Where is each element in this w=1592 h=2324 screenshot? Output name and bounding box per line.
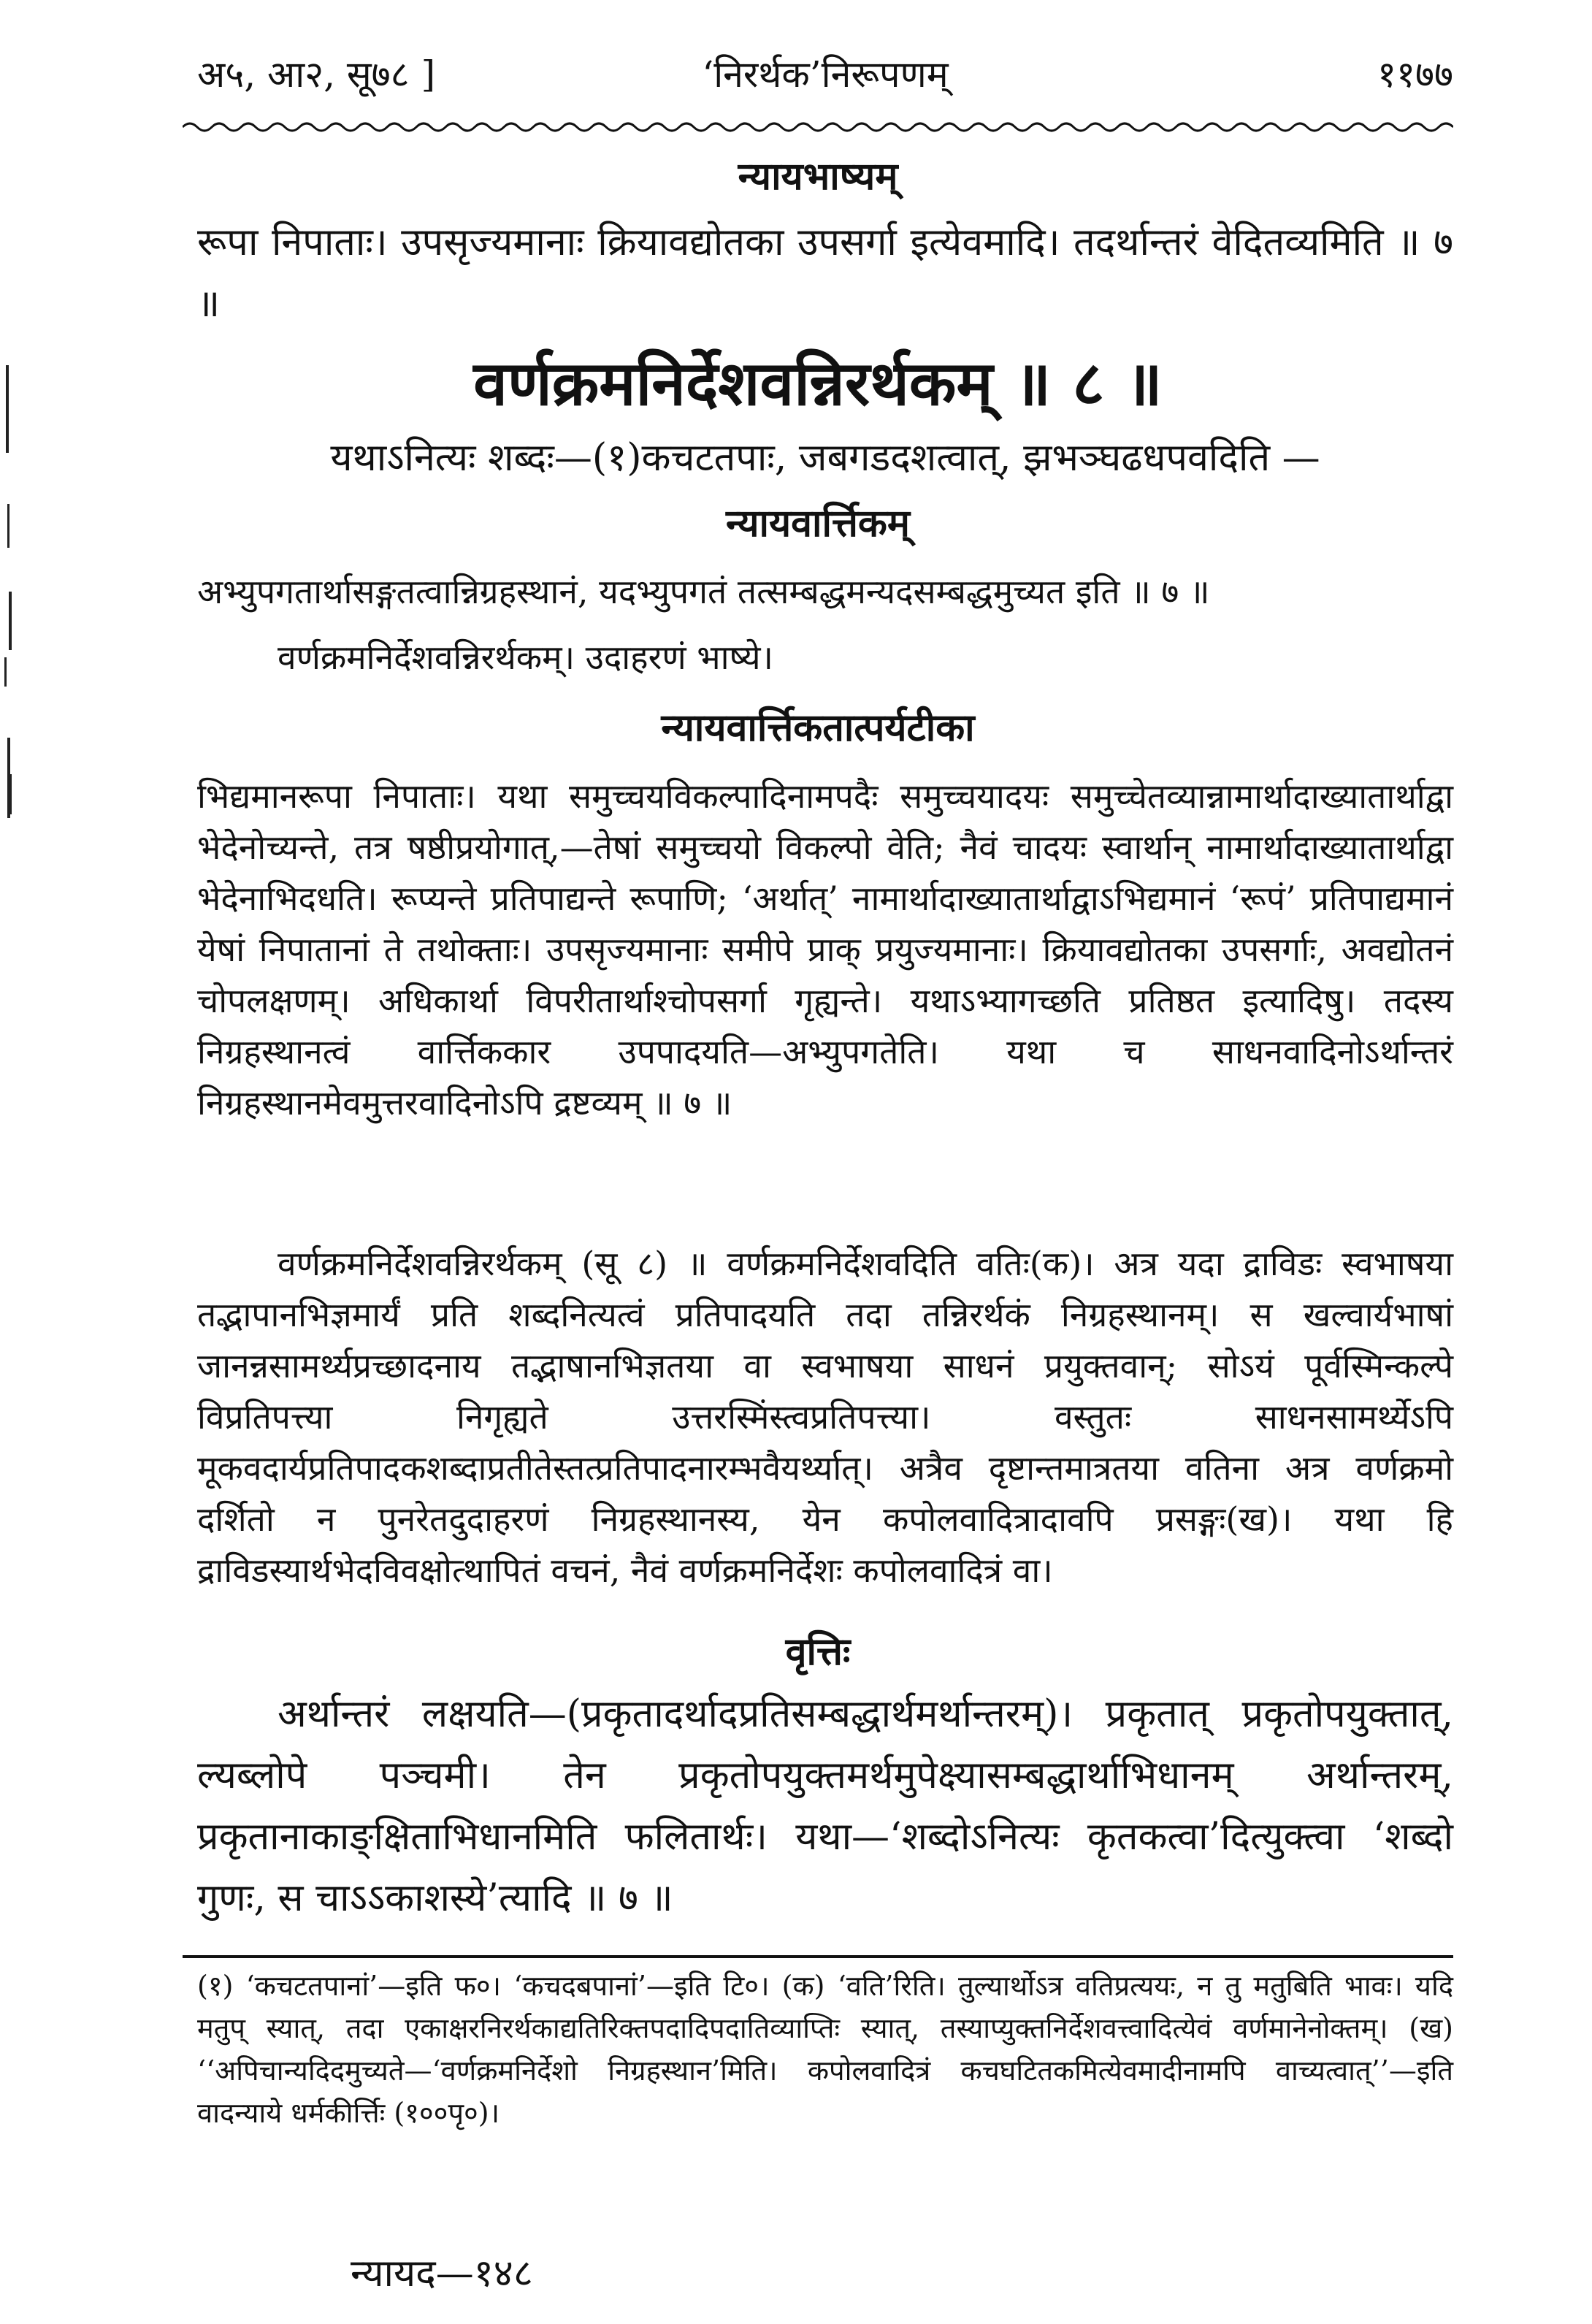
vartika-heading: न्यायवार्त्तिकम् [726,501,910,546]
bhashya-heading: न्यायभाष्यम् [738,154,898,199]
vritti-text: अर्थान्तरं लक्षयति—(प्रकृतादर्थादप्रतिसम्बद्धार्थमर्थान्तरम्)। प्रकृतात् प्रकृतोपयुक्तात्, ल्यब्लोपे पञ्चमी। तेन प्रकृतोपयुक्तमर्थमुपेक्ष्यासम्बद्धार्थाभिधानम् अर्थान्तरम्, प्रकृतानाकाङ्क्षिताभिधानमिति फलितार्थः। यथा—‘शब्दोऽनित्यः कृतकत्वा’दित्युक्त्वा ‘शब्दो गुणः, स चाऽऽकाशस्ये’त्यादि ॥ ७ ॥ [197,1692,1453,1920]
running-header [197,45,1453,104]
printer-signature: न्यायद—१४८ [351,2252,533,2296]
header-title: ‘निरर्थक’निरूपणम् [702,53,949,96]
vartika-text: अभ्युपगतार्थासङ्गतत्वान्निग्रहस्थानं, यदभ्युपगतं तत्सम्बद्धमन्यदसम्बद्धमुच्यत इति ॥ ७ ॥ [197,572,1210,611]
footnote-rule [183,1955,1453,1958]
scan-edge-marks [0,0,29,2324]
vartika-example: वर्णक्रमनिर्देशवन्निरर्थकम्। उदाहरणं भाष्ये। [278,638,773,677]
sutra-example: यथाऽनित्यः शब्दः—(१)कचटतपाः, जबगडदशत्वात्, झभञ्घढधपवदिति — [330,436,1320,480]
tika-heading: न्यायवार्त्तिकतात्पर्यटीका [661,706,975,750]
footnotes: (१) ‘कचटतपानां’—इति फ०। ‘कचदबपानां’—इति टि०। (क) ‘वति’रिति। तुल्यार्थोऽत्र वतिप्रत्ययः, न तु मतुबिति भावः। यदि मतुप् स्यात्, तदा एकाक्षरनिरर्थकाद्यतिरिक्तपदादिपदातिव्याप्तिः स्यात्, तस्याप्युक्तनिर्देशवत्त्वादित्येवं वर्णमानेनोक्तम्। (ख) ‘‘अपिचान्यदिदमुच्यते—‘वर्णक्रमनिर्देशो निग्रहस्थान’मिति। कपोलवादित्रं कचघटितकमित्येवमादीनामपि वाच्यत्वात्’’—इति वादन्याये धर्मकीर्त्तिः (१००पृ०)। [197,1970,1453,2129]
bhashya-text: रूपा निपाताः। उपसृज्यमानाः क्रियावद्योतका उपसर्गा इत्येवमादि। तदर्थान्तरं वेदितव्यमिति ॥ ७ ॥ [197,221,1453,326]
header-reference: अ५, आ२, सू७८ ] [197,53,436,96]
vritti-heading: वृत्तिः [785,1629,851,1674]
header-wavy-rule [183,117,1453,137]
tika-text: भिद्यमानरूपा निपाताः। यथा समुच्चयविकल्पादिनामपदैः समुच्चयादयः समुच्चेतव्यान्नामार्थादाख्यातार्थाद्वा भेदेनोच्यन्ते, तत्र षष्ठीप्रयोगात्,—तेषां समुच्चयो विकल्पो वेति; नैवं चादयः स्वार्थान् नामार्थादाख्यातार्थाद्वा भेदेनाभिदधति। रूप्यन्ते प्रतिपाद्यन्ते रूपाणि; ‘अर्थात्’ नामार्थादाख्यातार्थाद्वाऽभिद्यमानं ‘रूपं’ प्रतिपाद्यमानं येषां निपातानां ते तथोक्ताः। उपसृज्यमानाः समीपे प्राक् प्रयुज्यमानाः। क्रियावद्योतका उपसर्गाः, अवद्योतनं चोपलक्षणम्। अधिकार्था विपरीतार्थाश्चोपसर्गा गृह्यन्ते। यथाऽभ्यागच्छति प्रतिष्ठत इत्यादिषु। तदस्य निग्रहस्थानत्वं वार्त्तिककार उपपादयति—अभ्युपगतेति। यथा च साधनवादिनोऽर्थान्तरं निग्रहस्थानमेवमुत्तरवादिनोऽपि द्रष्टव्यम् ॥ ७ ॥ [197,776,1453,1123]
tika-sutra8-text: वर्णक्रमनिर्देशवन्निरर्थकम् (सू ८) ॥ वर्णक्रमनिर्देशवदिति वतिः(क)। अत्र यदा द्राविडः स्वभाषया तद्भापानभिज्ञमार्यं प्रति शब्दनित्यत्वं प्रतिपादयति तदा तन्निरर्थकं निग्रहस्थानम्। स खल्वार्यभाषां जानन्नसामर्थ्यप्रच्छादनाय तद्भाषानभिज्ञतया वा स्वभाषया साधनं प्रयुक्तवान्; सोऽयं पूर्वस्मिन्कल्पे विप्रतिपत्त्या निगृह्यते उत्तरस्मिंस्त्वप्रतिपत्त्या। वस्तुतः साधनसामर्थ्येऽपि मूकवदार्यप्रतिपादकशब्दाप्रतीतेस्तत्प्रतिपादनारम्भवैयर्थ्यात्। अत्रैव दृष्टान्तमात्रतया वतिना अत्र वर्णक्रमो दर्शितो न पुनरेतदुदाहरणं निग्रहस्थानस्य, येन कपोलवादित्रादावपि प्रसङ्गः(ख)। यथा हि द्राविडस्यार्थभेदविवक्षोत्थापितं वचनं, नैवं वर्णक्रमनिर्देशः कपोलवादित्रं वा। [197,1244,1453,1590]
sutra-title: वर्णक्रमनिर्देशवन्निरर्थकम् ॥ ८ ॥ [473,347,1163,419]
page-number: ११७७ [1377,53,1453,96]
